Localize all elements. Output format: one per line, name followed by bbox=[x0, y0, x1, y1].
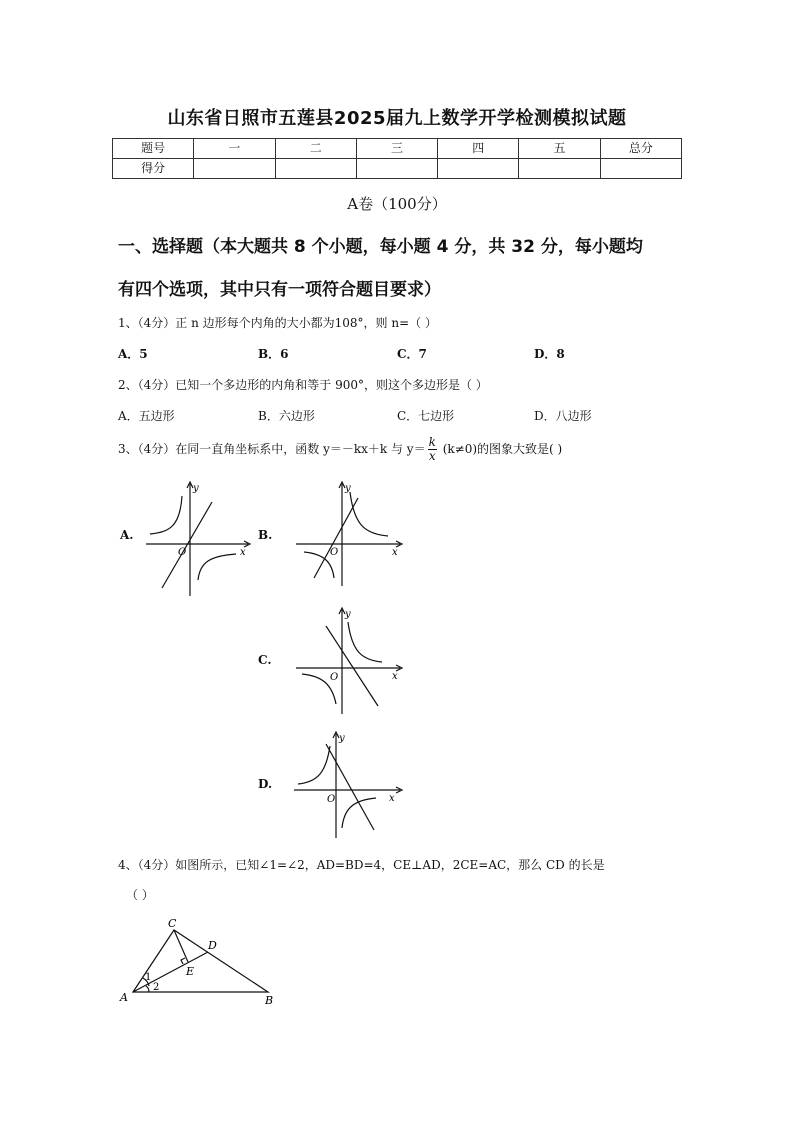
table-header-cell: 总分 bbox=[600, 139, 681, 159]
graph-d bbox=[292, 728, 412, 842]
table-header-cell: 一 bbox=[194, 139, 275, 159]
angle-label-1: 1 bbox=[145, 972, 152, 983]
origin-label: O bbox=[330, 672, 339, 683]
question-2-option-c: C．七边形 bbox=[397, 409, 455, 423]
point-label-d: D bbox=[208, 939, 217, 952]
triangle-figure bbox=[116, 914, 286, 1006]
fraction-k-over-x bbox=[428, 436, 437, 463]
hyperbola-branch-lower bbox=[198, 554, 236, 580]
table-row-label: 得分 bbox=[113, 159, 194, 179]
score-cell bbox=[519, 159, 600, 179]
section-heading-line1: 一、选择题（本大题共 8 个小题，每小题 4 分，共 32 分，每小题均 bbox=[118, 237, 643, 257]
fraction-numerator: k bbox=[428, 435, 436, 449]
question-1-option-a: A．5 bbox=[118, 347, 148, 361]
axis-label-x: x bbox=[389, 793, 395, 804]
table-header-cell: 五 bbox=[519, 139, 600, 159]
origin-label: O bbox=[178, 547, 187, 558]
question-3-option-a-label: A. bbox=[120, 528, 134, 542]
question-4-answer-paren: （ ） bbox=[126, 888, 154, 902]
question-3-stem-text: 3、（4分）在同一直角坐标系中，函数 y＝－kx＋k 与 y＝ bbox=[118, 442, 426, 456]
score-table-header-row bbox=[113, 139, 682, 159]
hyperbola-branch-upper bbox=[350, 492, 388, 536]
point-label-c: C bbox=[168, 917, 177, 930]
line-graph bbox=[326, 744, 374, 830]
right-angle-mark bbox=[181, 958, 185, 964]
origin-label: O bbox=[327, 794, 336, 805]
fraction-denominator: x bbox=[428, 449, 436, 463]
table-header-cell: 二 bbox=[275, 139, 356, 159]
origin-label: O bbox=[330, 547, 339, 558]
graph-c bbox=[292, 604, 412, 718]
score-table bbox=[112, 138, 682, 179]
axis-label-x: x bbox=[240, 547, 246, 558]
hyperbola-branch-upper bbox=[150, 496, 182, 534]
graph-b bbox=[292, 478, 412, 590]
question-2-option-b: B．六边形 bbox=[258, 409, 315, 423]
table-header-cell: 题号 bbox=[113, 139, 194, 159]
table-header-cell: 三 bbox=[356, 139, 437, 159]
question-3-stem-tail: (k≠0)的图象大致是( ) bbox=[438, 442, 563, 456]
hyperbola-branch-upper bbox=[348, 622, 382, 662]
question-1-option-b: B．6 bbox=[258, 347, 289, 361]
angle-arc-2 bbox=[146, 986, 149, 992]
axis-label-y: y bbox=[345, 483, 351, 494]
section-heading-line2: 有四个选项，其中只有一项符合题目要求） bbox=[118, 280, 441, 300]
axis-label-y: y bbox=[339, 733, 345, 744]
question-2-option-a: A．五边形 bbox=[118, 409, 175, 423]
axis-label-x: x bbox=[392, 671, 398, 682]
score-table-score-row bbox=[113, 159, 682, 179]
point-label-b: B bbox=[265, 994, 274, 1006]
paper-section-label: A卷（100分） bbox=[347, 195, 447, 213]
point-label-a: A bbox=[120, 991, 128, 1004]
table-header-cell: 四 bbox=[438, 139, 519, 159]
axis-label-y: y bbox=[345, 609, 351, 620]
graph-a bbox=[140, 478, 260, 600]
score-cell bbox=[438, 159, 519, 179]
question-3-stem bbox=[118, 436, 562, 463]
axis-label-x: x bbox=[392, 547, 398, 558]
question-3-option-d-label: D. bbox=[258, 777, 273, 791]
angle-label-2: 2 bbox=[153, 982, 160, 993]
line-graph bbox=[314, 498, 358, 578]
question-1-stem: 1、（4分）正 n 边形每个内角的大小都为108°，则 n=（ ） bbox=[118, 316, 437, 330]
question-2-stem: 2、（4分）已知一个多边形的内角和等于 900°，则这个多边形是（ ） bbox=[118, 378, 488, 392]
line-graph bbox=[326, 626, 378, 706]
question-4-stem: 4、（4分）如图所示，已知∠1=∠2，AD=BD=4，CE⊥AD，2CE=AC，那么 CD 的长是 bbox=[118, 858, 605, 872]
page-title: 山东省日照市五莲县2025届九上数学开学检测模拟试题 bbox=[167, 108, 627, 129]
question-3-option-c-label: C. bbox=[258, 653, 272, 667]
question-2-option-d: D．八边形 bbox=[534, 409, 592, 423]
point-label-e: E bbox=[186, 965, 195, 978]
line-graph bbox=[162, 502, 212, 588]
axis-label-y: y bbox=[193, 483, 199, 494]
score-cell bbox=[600, 159, 681, 179]
question-3-option-b-label: B. bbox=[258, 528, 273, 542]
question-1-option-c: C．7 bbox=[397, 347, 427, 361]
hyperbola-branch-upper bbox=[298, 746, 330, 784]
score-cell bbox=[356, 159, 437, 179]
question-1-option-d: D．8 bbox=[534, 347, 565, 361]
score-cell bbox=[194, 159, 275, 179]
score-cell bbox=[275, 159, 356, 179]
